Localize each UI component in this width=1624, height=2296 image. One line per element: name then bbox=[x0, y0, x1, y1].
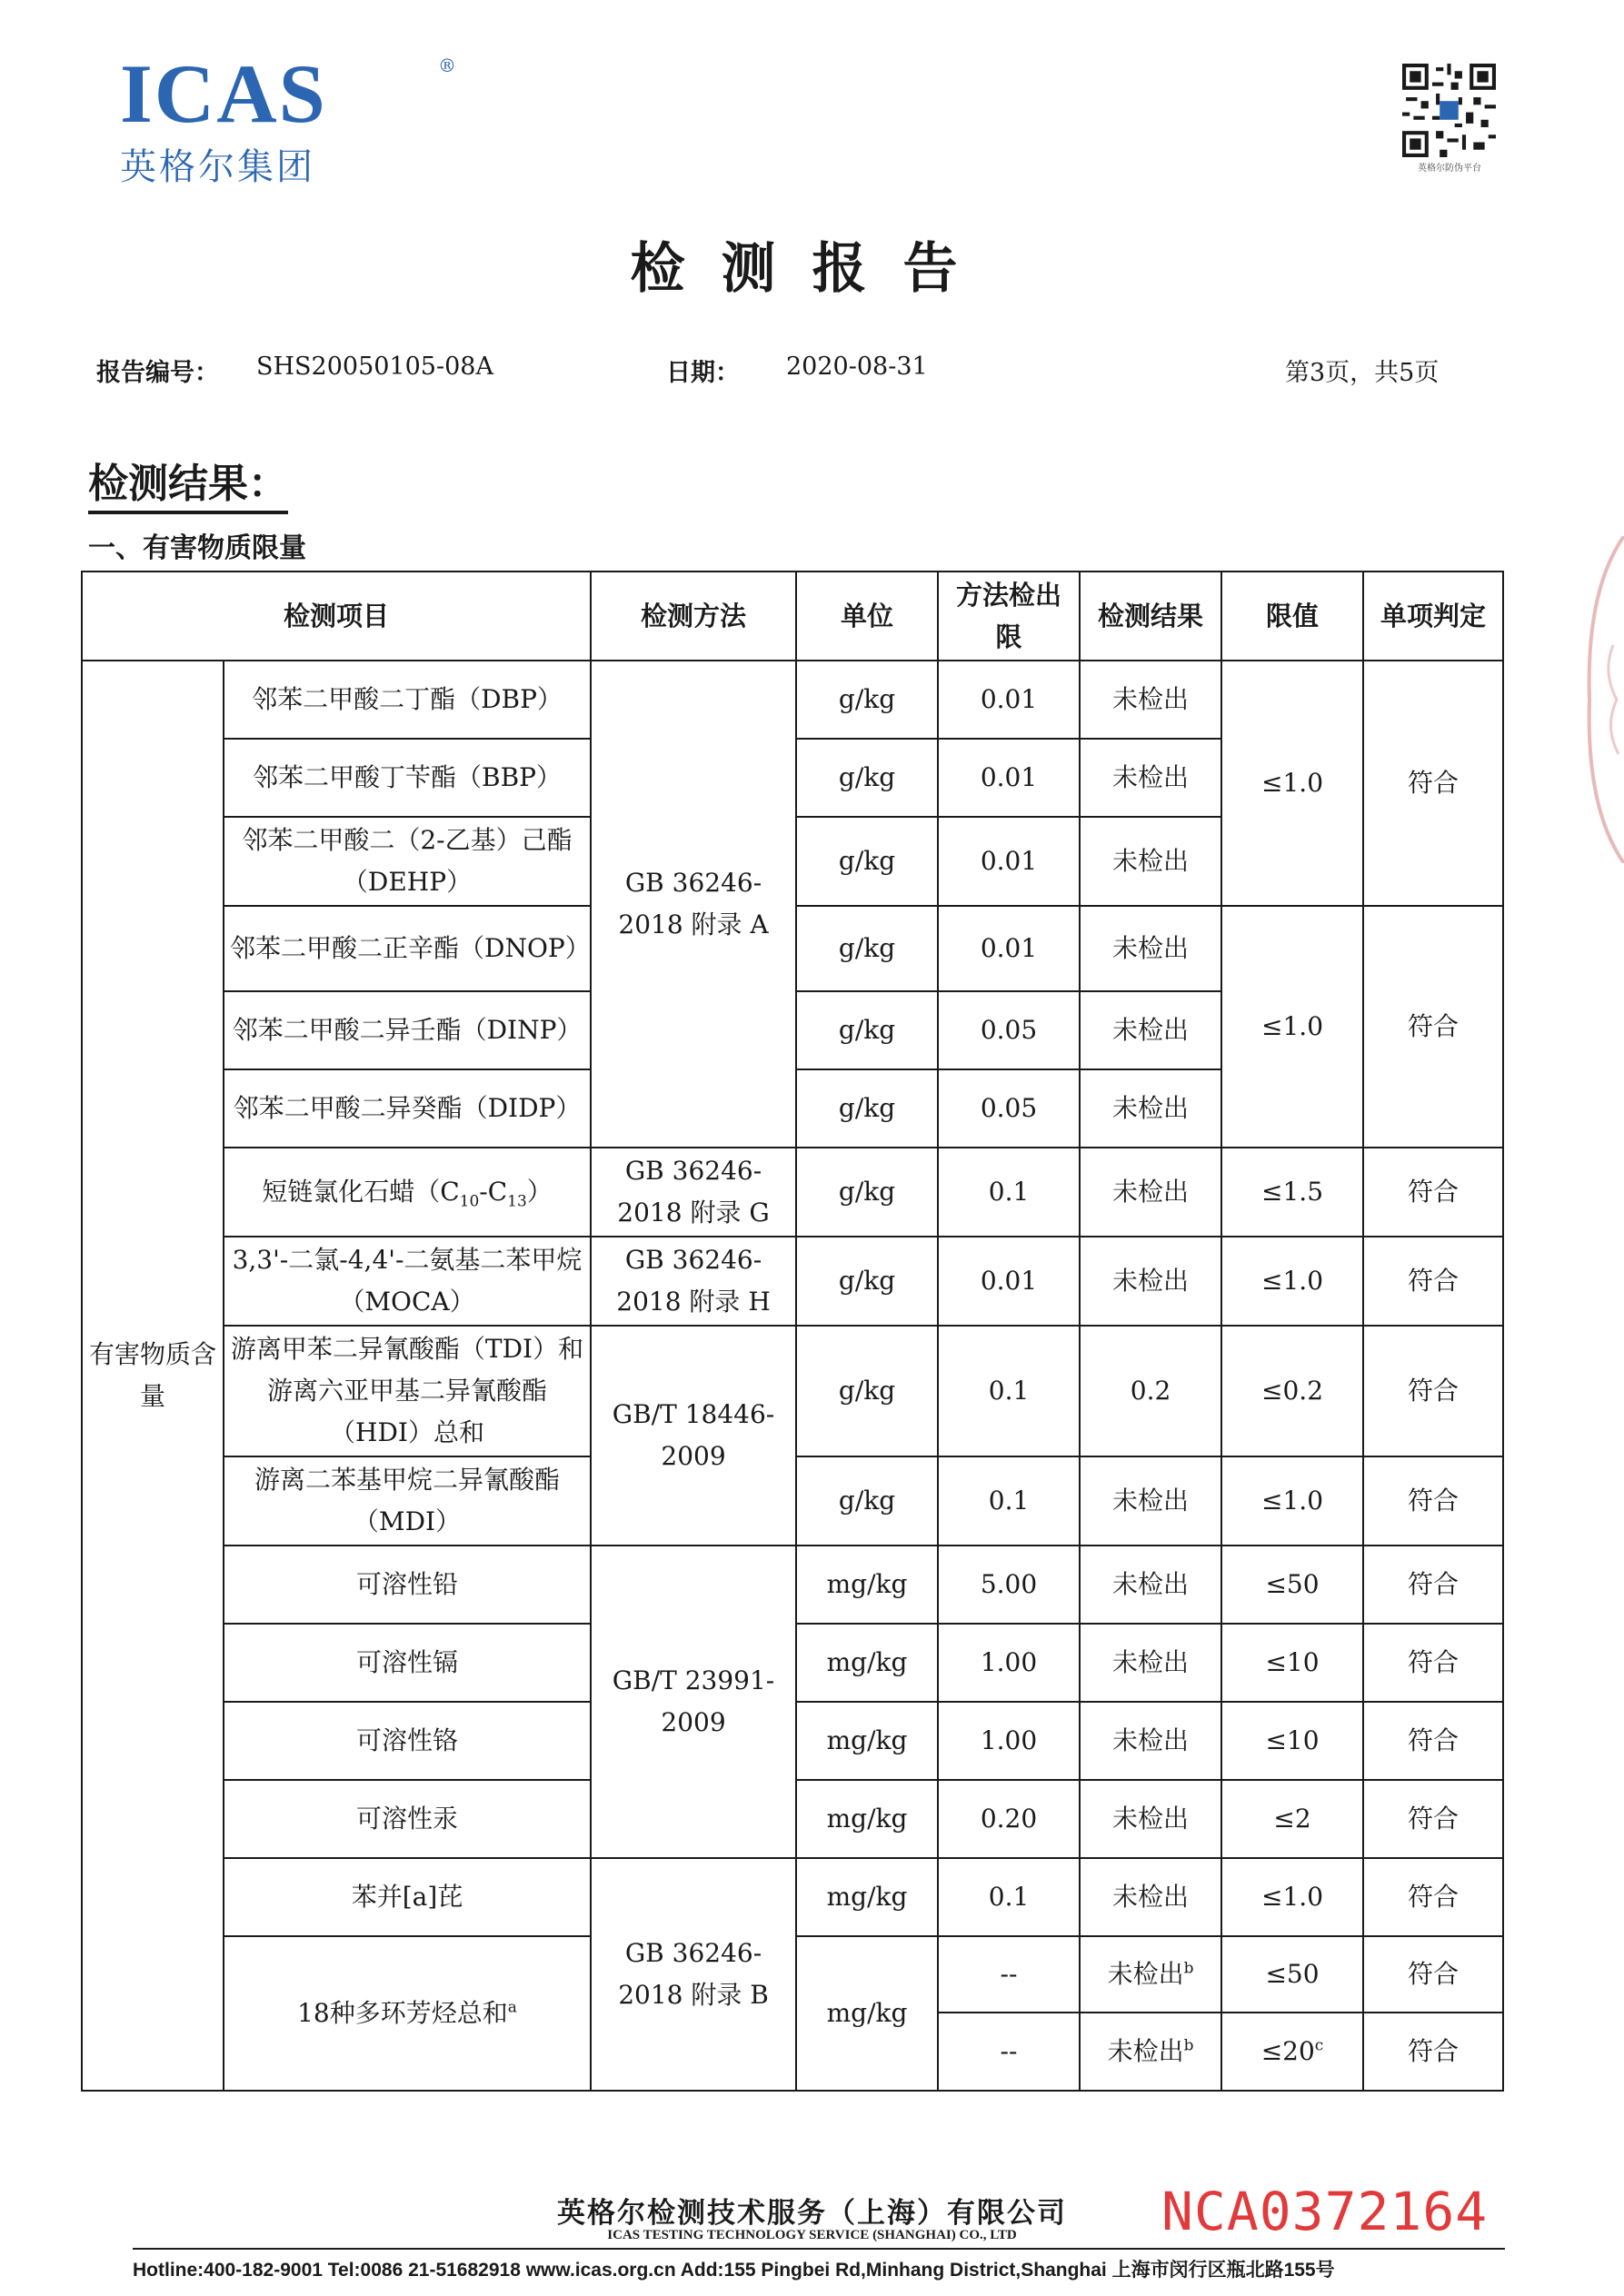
unit-cell: g/kg bbox=[796, 991, 938, 1069]
table-header-row bbox=[82, 572, 1503, 661]
result-cell: 未检出 bbox=[1080, 661, 1221, 739]
judgement-cell: 符合 bbox=[1363, 1148, 1503, 1237]
footnote-mark: c bbox=[1314, 2036, 1324, 2055]
page-indicator: 第3页，共5页 bbox=[1285, 359, 1440, 387]
limit-cell bbox=[1221, 2013, 1363, 2091]
item-cell: 邻苯二甲酸丁苄酯（BBP） bbox=[224, 739, 591, 817]
table-row bbox=[82, 1858, 1503, 1936]
subsection-title: 一、有害物质限量 bbox=[88, 532, 306, 564]
table-row bbox=[82, 1546, 1503, 1624]
mdl-cell: 1.00 bbox=[938, 1702, 1080, 1780]
seal-stamp-edge-icon bbox=[1577, 536, 1624, 863]
item-cell: 游离甲苯二异氰酸酯（TDI）和游离六亚甲基二异氰酸酯（HDI）总和 bbox=[224, 1326, 591, 1456]
date-label: 日期： bbox=[666, 359, 740, 387]
judgement-cell: 符合 bbox=[1363, 1237, 1503, 1326]
limit-cell: ≤10 bbox=[1221, 1624, 1363, 1702]
header-judgement: 单项判定 bbox=[1363, 572, 1503, 661]
unit-cell: g/kg bbox=[796, 661, 938, 739]
item-cell: 邻苯二甲酸二丁酯（DBP） bbox=[224, 661, 591, 739]
result-text: 未检出 bbox=[1107, 2036, 1184, 2066]
header-item: 检测项目 bbox=[82, 572, 591, 661]
result-cell: 未检出 bbox=[1080, 1702, 1221, 1780]
judgement-cell: 符合 bbox=[1363, 1326, 1503, 1456]
limit-cell: ≤1.0 bbox=[1221, 1237, 1363, 1326]
item-text: -C bbox=[479, 1177, 508, 1207]
limit-cell: ≤10 bbox=[1221, 1702, 1363, 1780]
footer-contact: Hotline:400-182-9001 Tel:0086 21-51682918 www.icas.org.cn Add:155 Pingbei Rd,Minhang District,Shanghai 上海市闵行区瓶北路155号 bbox=[133, 2260, 1335, 2281]
result-cell: 未检出 bbox=[1080, 1069, 1221, 1148]
unit-cell: g/kg bbox=[796, 1237, 938, 1326]
header-result: 检测结果 bbox=[1080, 572, 1221, 661]
header-limit: 限值 bbox=[1221, 572, 1363, 661]
limit-cell: ≤1.0 bbox=[1221, 661, 1363, 906]
method-cell: GB 36246-2018 附录 G bbox=[591, 1148, 796, 1237]
item-text: 18种多环芳烃总和 bbox=[297, 1998, 508, 2028]
footnote-mark: b bbox=[1183, 1959, 1194, 1978]
footnote-mark: a bbox=[507, 1998, 517, 2017]
limit-cell: ≤1.0 bbox=[1221, 1858, 1363, 1936]
unit-cell: mg/kg bbox=[796, 1936, 938, 2091]
document-title: 检测报告 bbox=[630, 237, 994, 301]
result-cell bbox=[1080, 1936, 1221, 2013]
item-cell: 邻苯二甲酸二异壬酯（DINP） bbox=[224, 991, 591, 1069]
mdl-cell: 0.20 bbox=[938, 1780, 1080, 1858]
item-subscript: 10 bbox=[459, 1192, 480, 1211]
item-text: ） bbox=[526, 1177, 553, 1207]
result-cell: 未检出 bbox=[1080, 1456, 1221, 1546]
section-title: 检测结果： bbox=[88, 451, 288, 514]
method-cell: GB/T 18446-2009 bbox=[591, 1326, 796, 1546]
judgement-cell: 符合 bbox=[1363, 661, 1503, 906]
header-mdl: 方法检出限 bbox=[938, 572, 1080, 661]
item-cell: 苯并[a]芘 bbox=[224, 1858, 591, 1936]
item-cell: 邻苯二甲酸二正辛酯（DNOP） bbox=[224, 906, 591, 991]
mdl-cell: 0.05 bbox=[938, 991, 1080, 1069]
item-cell: 可溶性铬 bbox=[224, 1702, 591, 1780]
unit-cell: g/kg bbox=[796, 817, 938, 906]
mdl-cell: 0.01 bbox=[938, 906, 1080, 991]
method-cell: GB 36246-2018 附录 B bbox=[591, 1858, 796, 2091]
judgement-cell: 符合 bbox=[1363, 1546, 1503, 1624]
limit-cell: ≤50 bbox=[1221, 1936, 1363, 2013]
unit-cell: mg/kg bbox=[796, 1546, 938, 1624]
unit-cell: g/kg bbox=[796, 1326, 938, 1456]
judgement-cell: 符合 bbox=[1363, 1702, 1503, 1780]
judgement-cell: 符合 bbox=[1363, 1624, 1503, 1702]
qr-code-icon bbox=[1402, 64, 1496, 157]
item-cell: 邻苯二甲酸二异癸酯（DIDP） bbox=[224, 1069, 591, 1148]
company-logo bbox=[120, 47, 456, 190]
registered-mark: ® bbox=[438, 55, 456, 76]
unit-cell: g/kg bbox=[796, 906, 938, 991]
limit-text: ≤20 bbox=[1260, 2036, 1315, 2066]
mdl-cell: 0.1 bbox=[938, 1148, 1080, 1237]
table-row bbox=[82, 1326, 1503, 1456]
result-cell: 未检出 bbox=[1080, 1148, 1221, 1237]
table-row bbox=[82, 1148, 1503, 1237]
judgement-cell: 符合 bbox=[1363, 2013, 1503, 2091]
unit-cell: mg/kg bbox=[796, 1624, 938, 1702]
item-cell bbox=[224, 1936, 591, 2091]
mdl-cell: 5.00 bbox=[938, 1546, 1080, 1624]
category-cell: 有害物质含量 bbox=[82, 661, 224, 2091]
mdl-cell: 1.00 bbox=[938, 1624, 1080, 1702]
result-cell: 未检出 bbox=[1080, 1858, 1221, 1936]
result-cell: 未检出 bbox=[1080, 1546, 1221, 1624]
mdl-cell: -- bbox=[938, 1936, 1080, 2013]
table-row bbox=[82, 661, 1503, 739]
mdl-cell: -- bbox=[938, 2013, 1080, 2091]
header-unit: 单位 bbox=[796, 572, 938, 661]
result-cell: 未检出 bbox=[1080, 817, 1221, 906]
item-cell: 可溶性铅 bbox=[224, 1546, 591, 1624]
footnote-mark: b bbox=[1183, 2036, 1194, 2055]
result-cell: 未检出 bbox=[1080, 906, 1221, 991]
item-cell: 可溶性汞 bbox=[224, 1780, 591, 1858]
mdl-cell: 0.1 bbox=[938, 1326, 1080, 1456]
report-number-label: 报告编号： bbox=[96, 359, 219, 387]
item-text: 短链氯化石蜡（C bbox=[262, 1177, 460, 1207]
mdl-cell: 0.01 bbox=[938, 661, 1080, 739]
footer-company-cn: 英格尔检测技术服务（上海）有限公司 bbox=[557, 2197, 1067, 2230]
unit-cell: g/kg bbox=[796, 739, 938, 817]
result-cell bbox=[1080, 2013, 1221, 2091]
limit-cell: ≤50 bbox=[1221, 1546, 1363, 1624]
limit-cell: ≤2 bbox=[1221, 1780, 1363, 1858]
limit-cell: ≤0.2 bbox=[1221, 1326, 1363, 1456]
item-cell: 游离二苯基甲烷二异氰酸酯（MDI） bbox=[224, 1456, 591, 1546]
mdl-cell: 0.1 bbox=[938, 1858, 1080, 1936]
unit-cell: mg/kg bbox=[796, 1858, 938, 1936]
limit-cell: ≤1.0 bbox=[1221, 1456, 1363, 1546]
logo-subtitle: 英格尔集团 bbox=[120, 146, 315, 188]
mdl-cell: 0.01 bbox=[938, 1237, 1080, 1326]
result-cell: 未检出 bbox=[1080, 991, 1221, 1069]
report-date: 2020-08-31 bbox=[786, 353, 928, 381]
unit-cell: g/kg bbox=[796, 1069, 938, 1148]
judgement-cell: 符合 bbox=[1363, 1780, 1503, 1858]
footer-company-en: ICAS TESTING TECHNOLOGY SERVICE (SHANGHAI) CO., LTD bbox=[607, 2228, 1017, 2242]
judgement-cell: 符合 bbox=[1363, 1936, 1503, 2013]
result-cell: 未检出 bbox=[1080, 1780, 1221, 1858]
table-row bbox=[82, 1237, 1503, 1326]
judgement-cell: 符合 bbox=[1363, 1456, 1503, 1546]
footer-divider bbox=[133, 2248, 1505, 2250]
judgement-cell: 符合 bbox=[1363, 906, 1503, 1148]
method-cell: GB 36246-2018 附录 H bbox=[591, 1237, 796, 1326]
header-method: 检测方法 bbox=[591, 572, 796, 661]
unit-cell: mg/kg bbox=[796, 1780, 938, 1858]
result-cell: 0.2 bbox=[1080, 1326, 1221, 1456]
judgement-cell: 符合 bbox=[1363, 1858, 1503, 1936]
item-cell: 3,3'-二氯-4,4'-二氨基二苯甲烷（MOCA） bbox=[224, 1237, 591, 1326]
report-number: SHS20050105-08A bbox=[256, 353, 493, 381]
limit-cell: ≤1.0 bbox=[1221, 906, 1363, 1148]
item-subscript: 13 bbox=[507, 1192, 527, 1211]
item-cell: 邻苯二甲酸二（2-乙基）己酯（DEHP） bbox=[224, 817, 591, 906]
item-cell bbox=[224, 1148, 591, 1237]
limit-cell: ≤1.5 bbox=[1221, 1148, 1363, 1237]
unit-cell: g/kg bbox=[796, 1456, 938, 1546]
logo-mark: ICAS bbox=[120, 47, 327, 140]
qr-caption: 英格尔防伪平台 bbox=[1418, 164, 1481, 174]
mdl-cell: 0.05 bbox=[938, 1069, 1080, 1148]
result-cell: 未检出 bbox=[1080, 1624, 1221, 1702]
result-cell: 未检出 bbox=[1080, 1237, 1221, 1326]
result-cell: 未检出 bbox=[1080, 739, 1221, 817]
unit-cell: g/kg bbox=[796, 1148, 938, 1237]
results-table bbox=[81, 571, 1504, 2092]
mdl-cell: 0.1 bbox=[938, 1456, 1080, 1546]
mdl-cell: 0.01 bbox=[938, 817, 1080, 906]
unit-cell: mg/kg bbox=[796, 1702, 938, 1780]
serial-number: NCA0372164 bbox=[1161, 2181, 1489, 2242]
mdl-cell: 0.01 bbox=[938, 739, 1080, 817]
method-cell: GB/T 23991-2009 bbox=[591, 1546, 796, 1858]
result-text: 未检出 bbox=[1107, 1959, 1184, 1989]
method-cell: GB 36246-2018 附录 A bbox=[591, 661, 796, 1148]
item-cell: 可溶性镉 bbox=[224, 1624, 591, 1702]
